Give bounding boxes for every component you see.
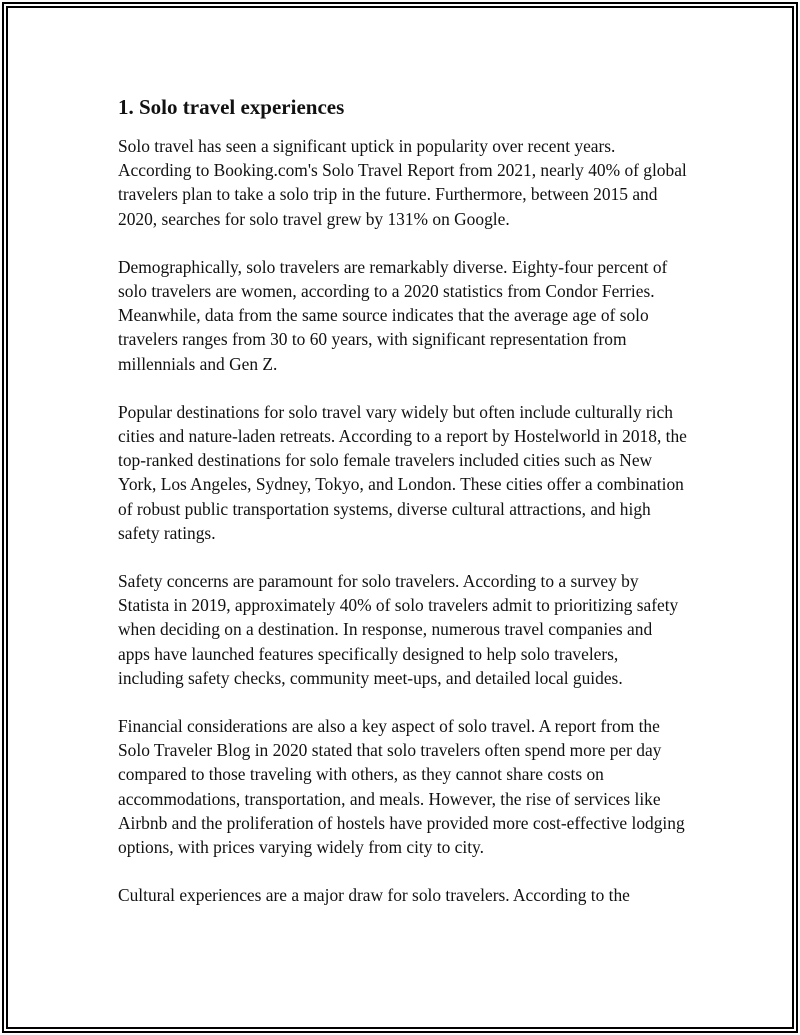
paragraph-cultural: Cultural experiences are a major draw for solo travelers. According to the xyxy=(118,885,630,906)
paragraph-popularity: Solo travel has seen a significant uptick in popularity over recent years. According to Booking.com's Solo Travel Report from 2021, nearly 40% of global travelers plan to take a solo trip in the future. Furthermore, between 2015 and 2020, searches for solo travel grew by 131% on Google. xyxy=(118,136,687,229)
document-body xyxy=(118,93,688,931)
paragraph-safety: Safety concerns are paramount for solo travelers. According to a survey by Statista in 2019, approximately 40% of solo travelers admit to prioritizing safety when deciding on a destination. In response, numerous travel companies and apps have launched features specifically designed to help solo travelers, including safety checks, community meet-ups, and detailed local guides. xyxy=(118,571,679,688)
paragraph-demographics: Demographically, solo travelers are remarkably diverse. Eighty-four percent of solo travelers are women, according to a 2020 statistics from Condor Ferries. Meanwhile, data from the same source indicates that the average age of solo travelers ranges from 30 to 60 years, with significant representation from millennials and Gen Z. xyxy=(118,256,668,374)
paragraph-destinations: Popular destinations for solo travel vary widely but often include culturally rich cities and nature-laden retreats. According to a report by Hostelworld in 2018, the top-ranked destinations for solo female travelers included cities such as New York, Los Angeles, Sydney, Tokyo, and London. These cities offer a combination of robust public transportation systems, diverse cultural attractions, and high safety ratings. xyxy=(118,401,687,543)
section-heading: 1. Solo travel experiences xyxy=(118,95,345,119)
paragraph-financial: Financial considerations are also a key aspect of solo travel. A report from the Solo Traveler Blog in 2020 stated that solo travelers often spend more per day compared to those traveling with others, as they cannot share costs on accommodations, transportation, and meals. However, the rise of services like Airbnb and the proliferation of hostels have provided more cost-effective lodging options, with prices varying widely from city to city. xyxy=(118,716,685,858)
